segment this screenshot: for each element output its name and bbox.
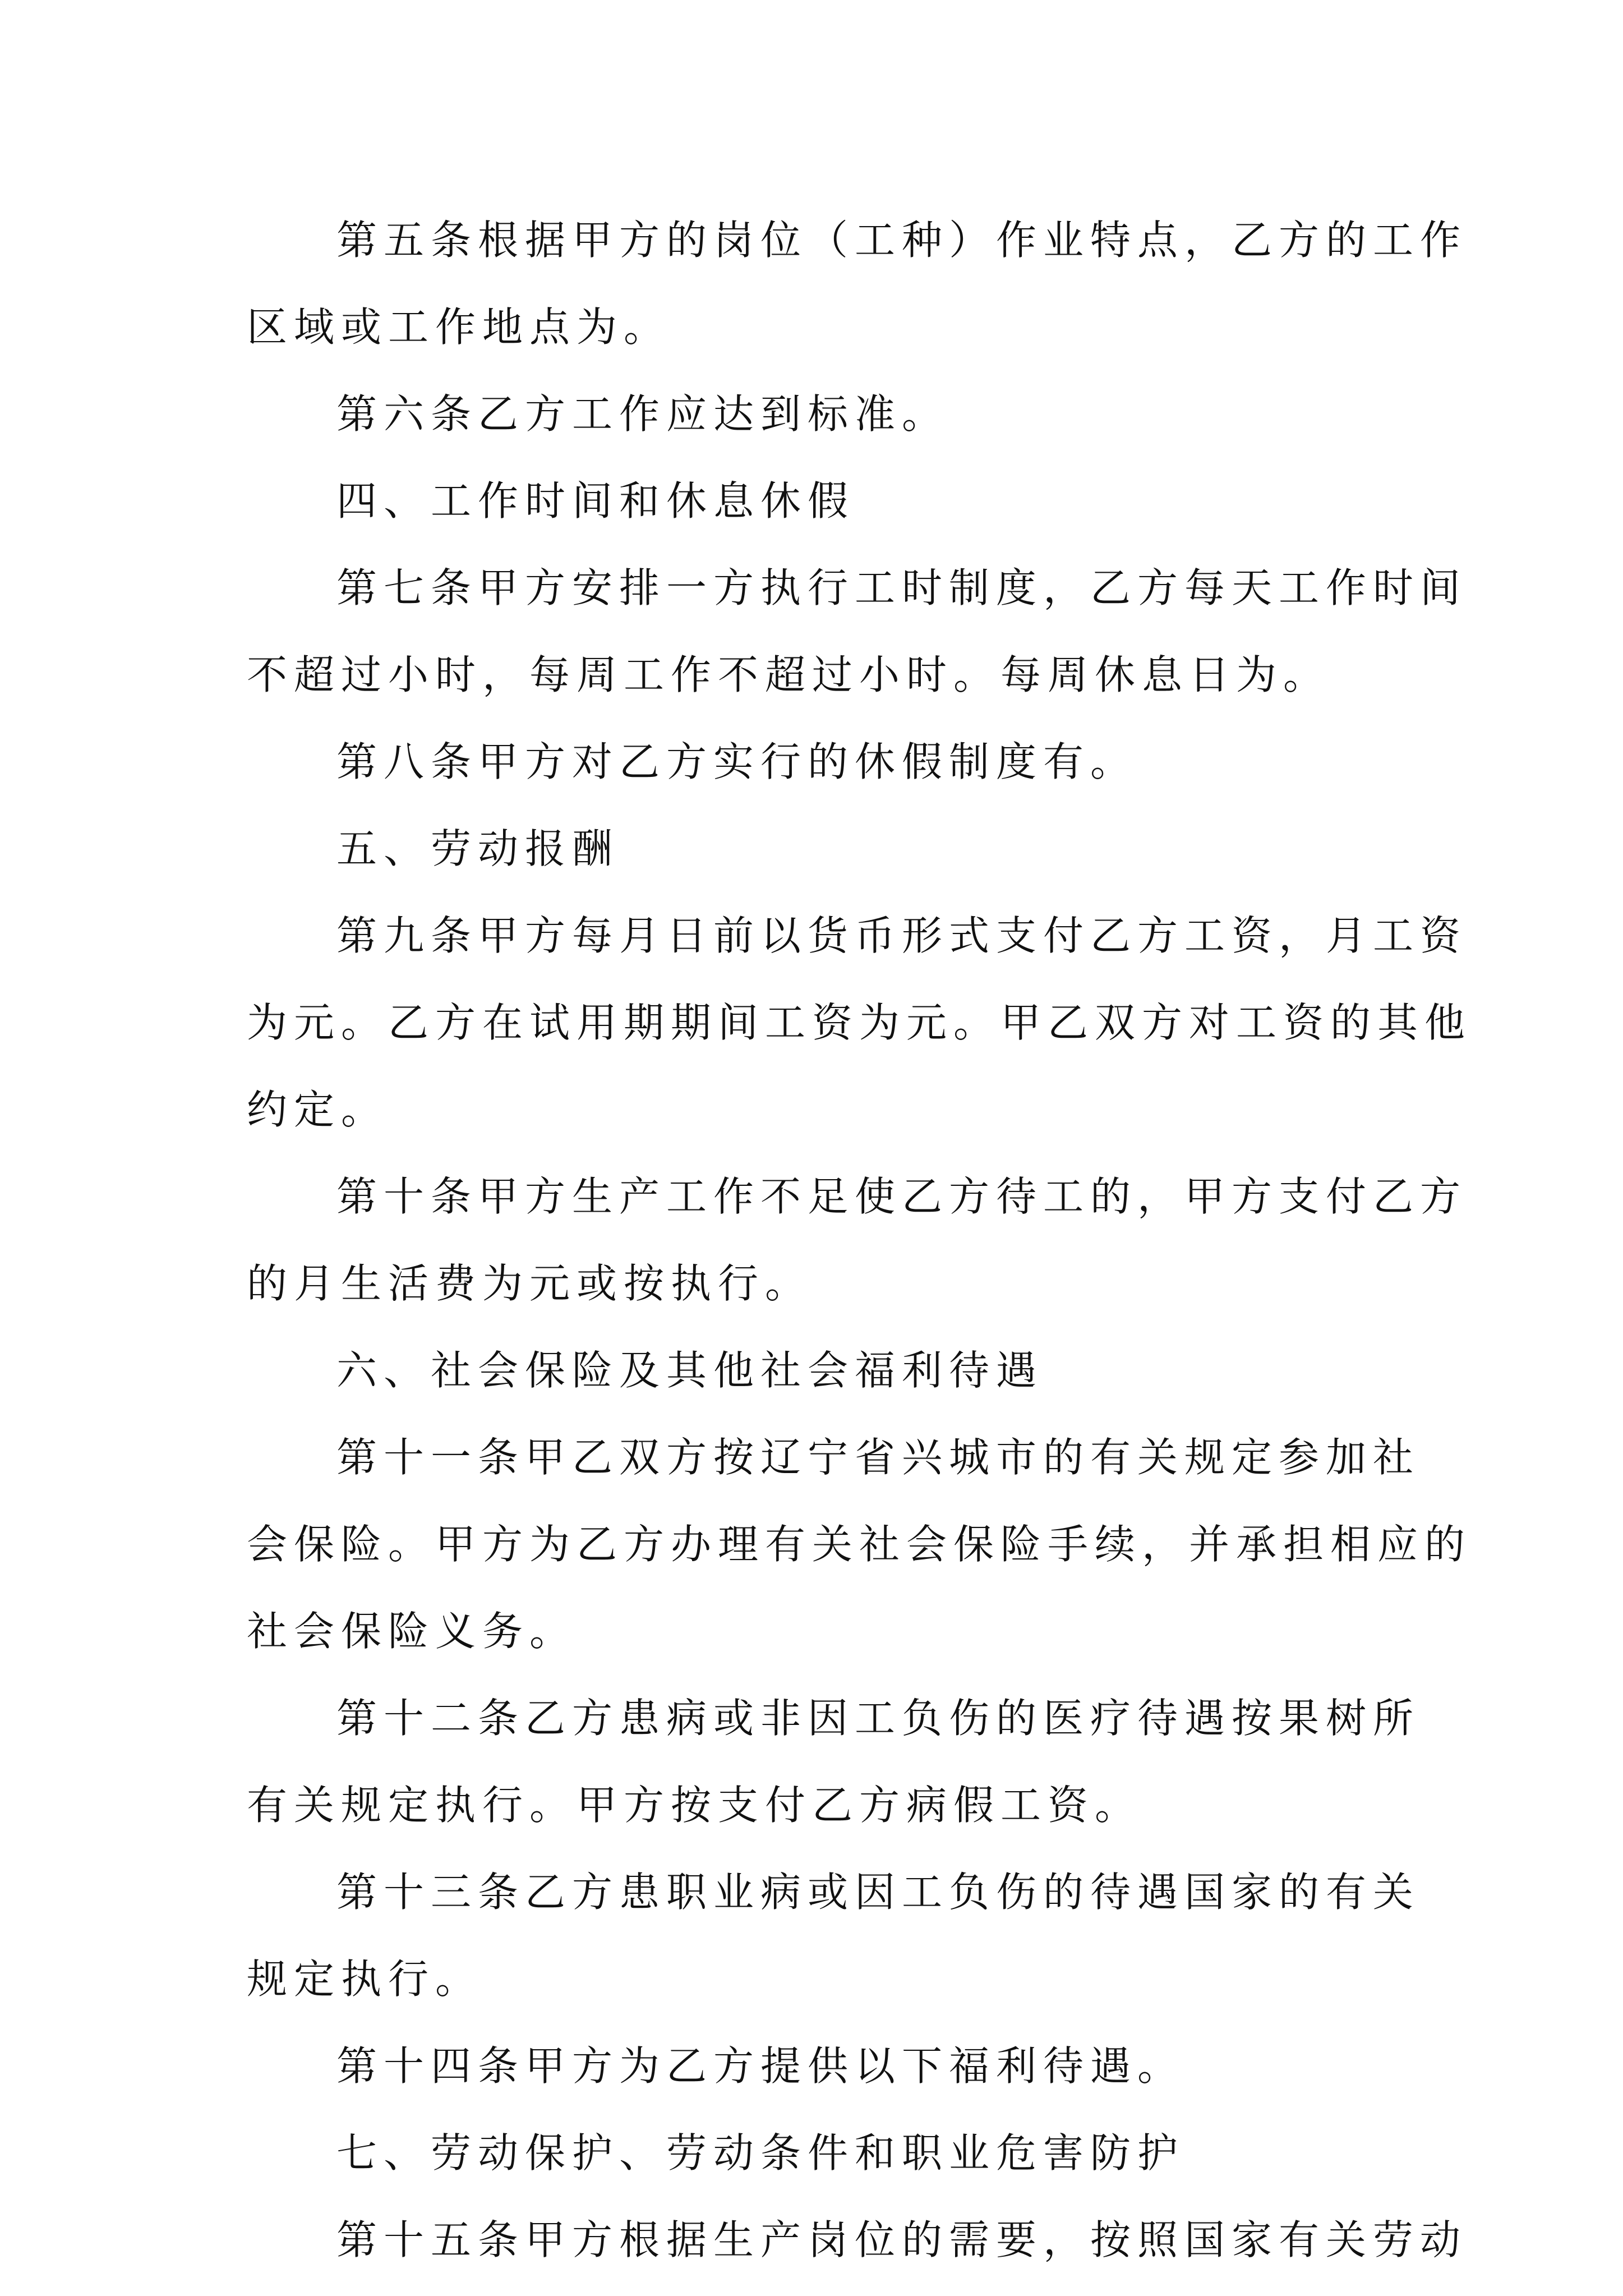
clause-7-line-1: 第七条甲方安排一方执行工时制度，乙方每天工作时间: [336, 564, 1468, 611]
clause-11-line-1: 第十一条甲乙双方按辽宁省兴城市的有关规定参加社: [336, 1434, 1421, 1481]
clause-14: 第十四条甲方为乙方提供以下福利待遇。: [336, 2042, 1185, 2090]
clause-5-line-2: 区域或工作地点为。: [247, 303, 671, 351]
clause-9-line-2: 为元。乙方在试用期期间工资为元。甲乙双方对工资的其他: [247, 999, 1472, 1046]
clause-6: 第六条乙方工作应达到标准。: [336, 390, 949, 438]
clause-11-line-3: 社会保险义务。: [247, 1608, 577, 1655]
section-5-heading: 五、劳动报酬: [336, 825, 620, 872]
clause-5-line-1: 第五条根据甲方的岗位（工种）作业特点，乙方的工作: [336, 217, 1468, 264]
section-6-heading: 六、社会保险及其他社会福利待遇: [336, 1347, 1044, 1394]
clause-13-line-2: 规定执行。: [247, 1955, 483, 2003]
section-4-heading: 四、工作时间和休息休假: [336, 477, 855, 524]
clause-11-line-2: 会保险。甲方为乙方办理有关社会保险手续，并承担相应的: [247, 1521, 1472, 1568]
clause-13-line-1: 第十三条乙方患职业病或因工负伤的待遇国家的有关: [336, 1869, 1421, 1916]
clause-10-line-1: 第十条甲方生产工作不足使乙方待工的，甲方支付乙方: [336, 1173, 1468, 1220]
clause-10-line-2: 的月生活费为元或按执行。: [247, 1260, 813, 1307]
clause-9-line-3: 约定。: [247, 1086, 389, 1133]
clause-9-line-1: 第九条甲方每月日前以货币形式支付乙方工资，月工资: [336, 912, 1468, 959]
clause-8: 第八条甲方对乙方实行的休假制度有。: [336, 738, 1138, 785]
section-7-heading: 七、劳动保护、劳动条件和职业危害防护: [336, 2129, 1185, 2177]
clause-12-line-1: 第十二条乙方患病或非因工负伤的医疗待遇按果树所: [336, 1695, 1421, 1742]
clause-7-line-2: 不超过小时，每周工作不超过小时。每周休息日为。: [247, 651, 1331, 698]
clause-15-line-1: 第十五条甲方根据生产岗位的需要，按照国家有关劳动: [336, 2216, 1468, 2263]
clause-12-line-2: 有关规定执行。甲方按支付乙方病假工资。: [247, 1782, 1142, 1829]
